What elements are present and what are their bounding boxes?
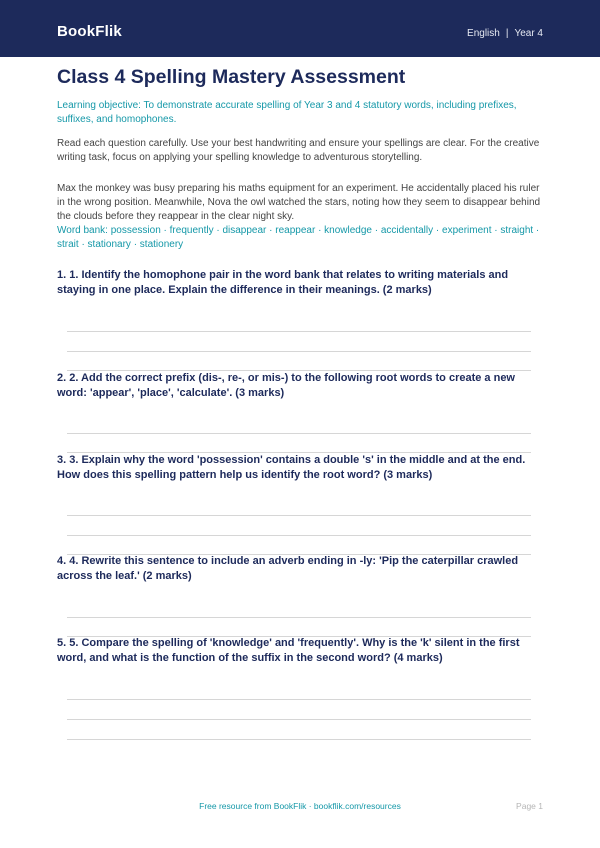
word-bank: Word bank: possession · frequently · disappear · reappear · knowledge · accidentally · experiment · straight · strait · stationary · stationery [57, 225, 540, 250]
question-3: 3. 3. Explain why the word 'possession' contains a double 's' in the middle and at the end. How does this spelling pattern help us identify the root word? (3 marks) [57, 454, 526, 481]
brand-logo: BookFlik [57, 23, 122, 40]
header-meta [467, 28, 543, 39]
answer-line[interactable] [67, 331, 531, 332]
header-bar [0, 0, 600, 57]
question-2: 2. 2. Add the correct prefix (dis-, re-, or mis-) to the following root words to create a new word: 'appear', 'place', 'calculate'. (3 marks) [57, 372, 515, 399]
answer-line[interactable] [67, 433, 531, 434]
answer-line[interactable] [67, 739, 531, 740]
question-1: 1. 1. Identify the homophone pair in the word bank that relates to writing materials and staying in one place. Explain the difference in their meanings. (2 marks) [57, 269, 509, 296]
answer-line[interactable] [67, 617, 531, 618]
subject-label: English [467, 28, 500, 39]
page-title: Class 4 Spelling Mastery Assessment [57, 66, 406, 88]
instructions-paragraph: Read each question carefully. Use your best handwriting and ensure your spellings are clear. For the creative writing task, focus on applying your spelling knowledge to adventurous storytelling. [57, 138, 540, 163]
question-4: 4. 4. Rewrite this sentence to include an adverb ending in -ly: 'Pip the caterpillar crawled across the leaf.' (2 marks) [57, 555, 519, 582]
story-paragraph: Max the monkey was busy preparing his maths equipment for an experiment. He accidentally placed his ruler in the wrong position. Meanwhile, Nova the owl watched the stars, noting how they seem to disappear behind the clouds before they reappear in the clear night sky. [57, 183, 541, 222]
learning-objective: Learning objective: To demonstrate accurate spelling of Year 3 and 4 statutory words, including prefixes, suffixes, and homophones. [57, 100, 517, 125]
answer-line[interactable] [67, 699, 531, 700]
answer-line[interactable] [67, 351, 531, 352]
answer-line[interactable] [67, 719, 531, 720]
question-5: 5. 5. Compare the spelling of 'knowledge' and 'frequently'. Why is the 'k' silent in the first word, and what is the function of the suffix in the second word? (4 marks) [57, 637, 520, 664]
footer-link[interactable]: Free resource from BookFlik · bookflik.com/resources [199, 801, 401, 811]
answer-line[interactable] [67, 535, 531, 536]
page-number: Page 1 [516, 801, 543, 811]
year-label: Year 4 [514, 28, 543, 39]
answer-line[interactable] [67, 515, 531, 516]
meta-separator: | [505, 28, 509, 39]
